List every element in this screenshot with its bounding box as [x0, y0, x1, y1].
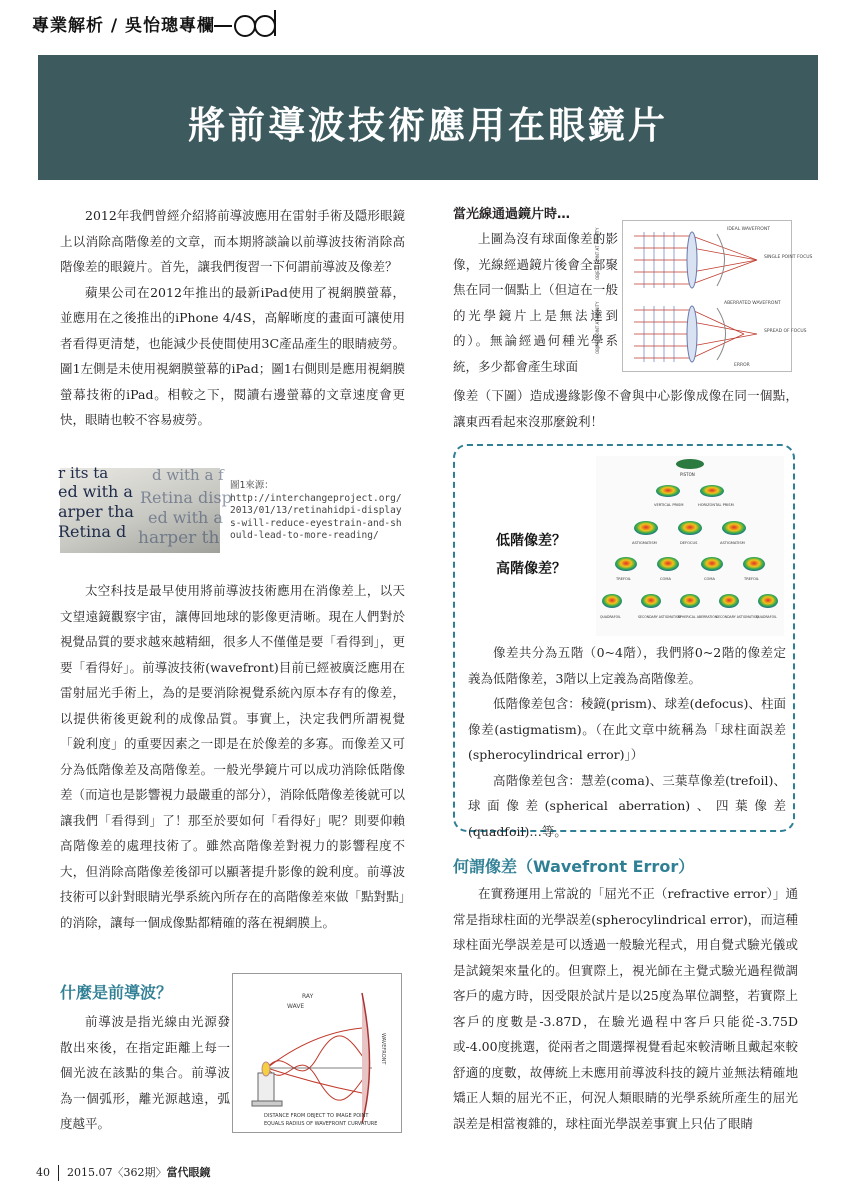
box-paragraph: 高階像差包含：慧差(coma)、三葉草像差(trefoil)、球面像差(spherical aberration)、四葉像差(quadfoil)…等。 — [468, 772, 786, 839]
zernike-label: PISTON — [680, 472, 695, 477]
zernike-label: QUADRAFOIL — [600, 615, 621, 619]
zernike-pyramid-figure — [596, 456, 784, 636]
ray-fig-label: ERROR — [734, 363, 750, 368]
left-column-body — [60, 578, 405, 935]
column-logo-icon — [214, 6, 284, 38]
article-title: 將前導波技術應用在眼鏡片 — [188, 104, 668, 147]
box-paragraph: 像差共分為五階（0~4階），我們將0~2階的像差定義為低階像差，3階以上定義為高階像差。 — [468, 645, 786, 686]
photo-word: d with a f — [152, 466, 224, 484]
photo-word: harper th — [138, 528, 220, 548]
zernike-label: SECONDARY ASTIGMATISM — [716, 615, 759, 619]
lens-paragraph-continued: 像差（下圖）造成邊緣影像不會與中心影像成像在同一個點，讓東西看起來沒那麼銳利！ — [453, 388, 798, 429]
ray-fig-label: SPREAD OF FOCUS — [764, 329, 807, 334]
photo-word: arper tha — [58, 502, 134, 521]
zernike-label: VERTICAL PRISM — [654, 503, 684, 507]
photo-word: Retina d — [58, 522, 127, 541]
aberration-box-text — [468, 640, 786, 844]
zernike-label: ASTIGMATISM — [720, 541, 745, 545]
box-paragraph: 低階像差包含：稜鏡(prism)、球差(defocus)、柱面像差(astigmatism)。（在此文章中統稱為「球柱面誤差(spherocylindrical error)」） — [468, 696, 786, 762]
wave-fig-label: WAVEFRONT — [380, 1033, 386, 1065]
zernike-label: SPHERICAL ABERRATION — [678, 615, 718, 619]
zernike-label: DEFOCUS — [680, 541, 698, 545]
section-title-wavefront: 什麼是前導波？ — [60, 983, 173, 1002]
section-body-wavefront-error: 在實務運用上常說的「屈光不正（refractive error）」通常是指球柱面的光學誤差(spherocylindrical error)，而這種球柱面光學誤差是可以透過一般驗光程式，用自覺式驗光儀或是試鏡架來量化的。但實際上，視光師在主覺式驗光過程微調客戶的處方時，因受限於試片是以25度為單位調整，若實際上客戶的度數是-3.87D，在驗光過程中客戶只能從-3.75D或-4.00度挑選，從兩者之間選擇視覺看起來較清晰且戴起來較舒適的度數，故傳統上未應用前導波科技的鏡片並無法精確地矯正人類的屈光不正，何況人類眼睛的光學系統所產生的屈光誤差是相當複雜的，球柱面光學誤差事實上只佔了眼睛 — [453, 886, 798, 1131]
high-order-question: 高階像差？ — [496, 561, 566, 577]
ray-diagram — [595, 220, 813, 372]
zernike-label: COMA — [660, 577, 671, 581]
figure-1-caption: 圖1來源： http://interchangeproject.org/2013/01/13/retinahidpi-displays-will-reduce-eyestrain-and-should-lead-to-more-reading/ — [230, 480, 402, 541]
right-column-continued — [453, 383, 798, 434]
spherical-aberration-figure — [595, 220, 813, 372]
photo-word: ed with a — [148, 508, 223, 527]
ray-fig-label: OBJECT POINT AT INFINITY — [595, 301, 600, 354]
ray-fig-label: OBJECT POINT AT INFINITY — [595, 227, 600, 280]
figure-1 — [58, 464, 405, 556]
column-label: 專業解析 / 吳怡璁專欄 — [32, 16, 216, 36]
wavefront-error-section — [453, 854, 798, 1136]
page-number: 40 — [36, 1166, 50, 1179]
title-banner — [38, 55, 818, 180]
zernike-label: TREFOIL — [744, 577, 759, 581]
magazine-name: 當代眼鏡 — [166, 1166, 211, 1179]
wave-fig-label: DISTANCE FROM OBJECT TO IMAGE POINT — [264, 1113, 369, 1119]
intro-paragraph-2: 蘋果公司在2012年推出的最新iPad使用了視網膜螢幕，並應用在之後推出的iPhone 4/4S，高解晰度的畫面可讓使用者看得更清楚，也能減少長使間使用3C產品產生的眼睛疲勞。圖1左側是未使用視網膜螢幕的iPad；圖1右側則是應用視網膜螢幕技術的iPad。相較之下，閱讀右邊螢幕的文章速度會更快，眼睛也較不容易疲勞。 — [60, 284, 405, 427]
photo-word: r its ta — [58, 464, 109, 482]
ray-fig-label: SINGLE POINT FOCUS — [764, 255, 813, 260]
wave-fig-label: WAVE — [287, 1003, 305, 1010]
page-footer — [36, 1164, 210, 1181]
left-column — [60, 203, 405, 433]
zernike-label: QUADRAFOIL — [756, 615, 777, 619]
section-body-wavefront: 前導波是指光線由光源發散出來後，在指定距離上每一個光波在該點的集合。前導波為一個弧形，離光源越遠，弧度越平。 — [60, 1014, 230, 1131]
lens-subheading: 當光線通過鏡片時… — [453, 207, 571, 222]
footer-divider — [58, 1165, 59, 1181]
section-title-wavefront-error: 何謂像差（Wavefront Error） — [453, 857, 695, 876]
wave-fig-label: EQUALS RADIUS OF WAVEFRONT CURVATURE — [264, 1121, 378, 1127]
photo-word: Retina disp — [140, 488, 232, 507]
zernike-diagram — [596, 456, 784, 636]
body-paragraph: 太空科技是最早使用將前導波技術應用在消像差上，以天文望遠鏡觀察宇宙，讓傳回地球的影像更清晰。現在人們對於視覺品質的要求越來越精細，很多人不僅僅是要「看得到」，更要「看得好」。前導波技術(wavefront)目前已經被廣泛應用在雷射屈光手術上，為的是要消除視覺系統內原本存有的像差，以提供術後更銳利的成像品質。事實上，決定我們所謂視覺「銳利度」的重要因素之一即是在於像差的多寡。而像差又可分為低階像差及高階像差。一般光學鏡片可以成功消除低階像差（而這也是影響視力最嚴重的部分），消除低階像差後就可以讓我們「看得到」了！那至於要如何「看得好」呢？則要仰賴高階像差的處理技術了。雖然高階像差對視力的影響程度不大，但消除高階像差後卻可以顯著提升影像的銳利度。前導波技術可以針對眼睛光學系統內所存在的高階像差來做「點對點」的消除，讓每一個成像點都精確的落在視網膜上。 — [60, 583, 405, 930]
wavefront-figure — [232, 973, 402, 1133]
issue-info: 2015.07〈362期〉 — [67, 1166, 167, 1179]
zernike-label: HORIZONTAL PRISM — [698, 503, 734, 507]
ray-fig-label: IDEAL WAVEFRONT — [727, 227, 770, 232]
zernike-label: TREFOIL — [616, 577, 631, 581]
wave-fig-label: RAY — [302, 993, 314, 1000]
retina-display-photo — [58, 464, 232, 553]
zernike-label: SECONDARY ASTIGMATISM — [638, 615, 681, 619]
photo-word: ed with a — [58, 482, 133, 501]
wavefront-section — [60, 980, 230, 1137]
right-column-top — [453, 203, 618, 379]
low-order-question: 低階像差？ — [496, 533, 566, 549]
intro-paragraph-1: 2012年我們曾經介紹將前導波應用在雷射手術及隱形眼鏡上以消除高階像差的文章，而本期將談論以前導波技術消除高階像差的眼鏡片。首先，讓我們復習一下何謂前導波及像差？ — [60, 208, 405, 274]
wavefront-diagram — [232, 973, 402, 1133]
ray-fig-label: ABERRATED WAVEFRONT — [724, 301, 781, 306]
zernike-label: ASTIGMATISM — [632, 541, 657, 545]
lens-paragraph: 上圖為沒有球面像差的影像，光線經過鏡片後會全部聚焦在同一個點上（但這在一般的光學鏡片上是無法達到的）。無論經過何種光學系統，多少都會產生球面 — [453, 231, 618, 374]
zernike-label: COMA — [704, 577, 715, 581]
